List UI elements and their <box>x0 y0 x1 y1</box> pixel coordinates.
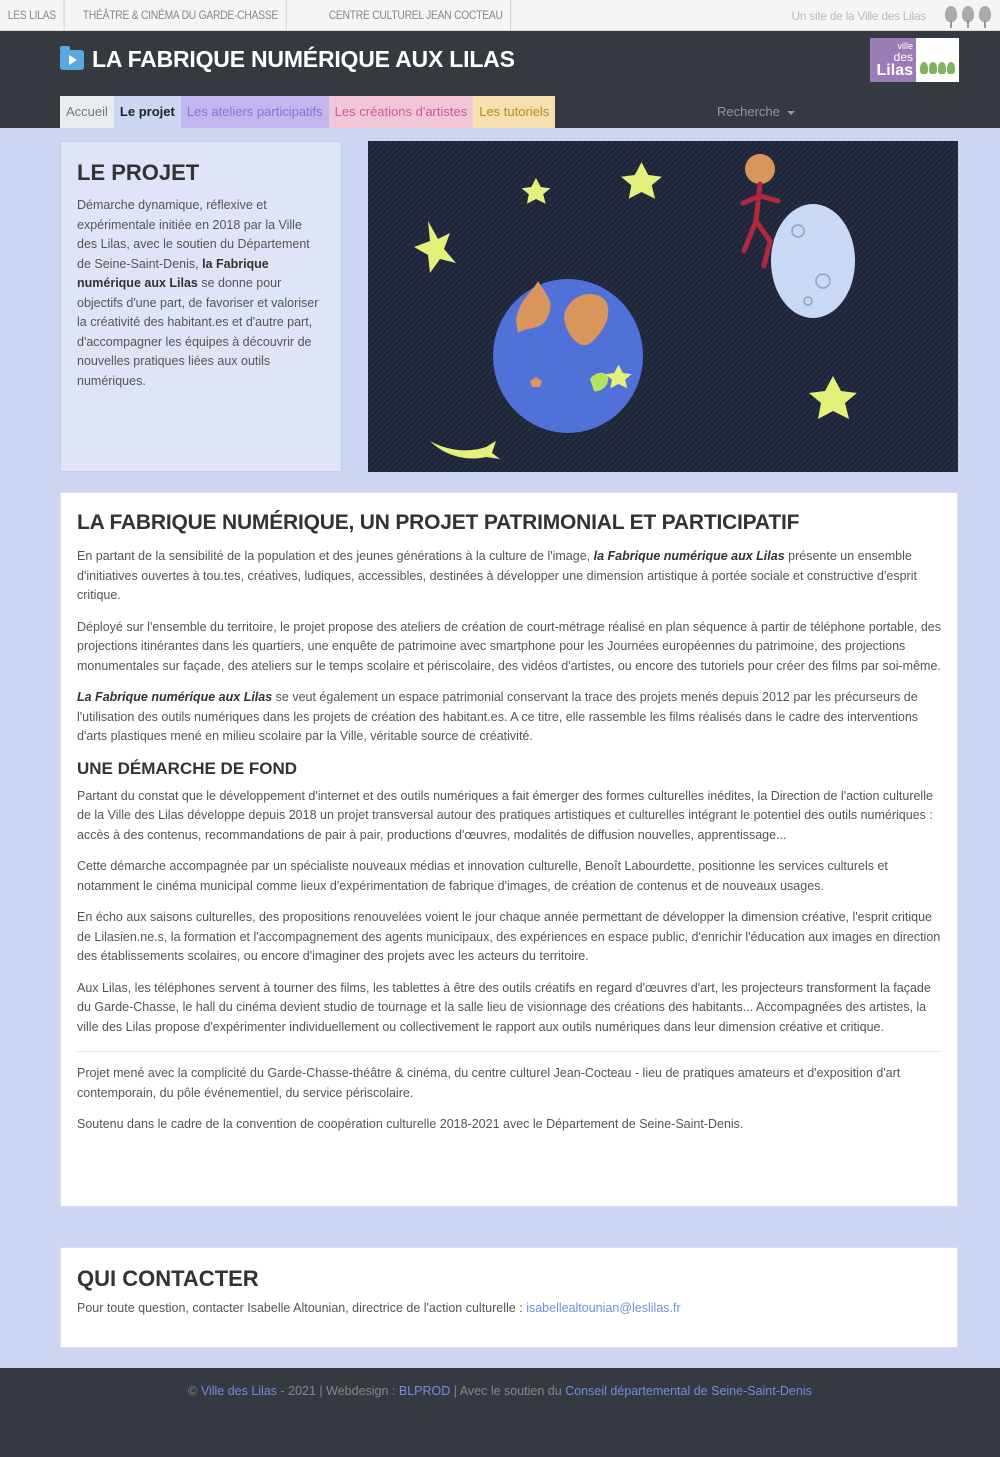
footer-year: - 2021 | Webdesign : <box>277 1384 399 1398</box>
paragraph-6: En écho aux saisons culturelles, des propositions renouvelées voient le jour chaque année permettant de développer la dimension créative, l'esprit critique de Lilasien.ne.s, la formation et l'accompagnement des agents municipaux, des expériences en espace public, d'enrichir l'éducation aux images en direction des établissements scolaires, ou encore d'imaginer des projets avec les acteurs du territoire. <box>77 910 941 963</box>
paragraph-4: Partant du constat que le développement d'internet et des outils numériques a fait émerger des formes culturelles inédites, la Direction de l'action culturelle de la Ville des Lilas développe depuis 2018 un projet transversal autour des pratiques artistiques et culturelles intégrant le potentiel des outils numériques : accès à des contenus, recommandations de pair à pair, productions d'œuvres, modalités de diffusion nouvelles, apprentissage... <box>77 788 933 842</box>
search-dropdown[interactable] <box>717 96 795 128</box>
space-paper-art-illustration <box>368 141 958 472</box>
footer-soutien: | Avec le soutien du <box>450 1384 566 1398</box>
paragraph-partners: Projet mené avec la complicité du Garde-Chasse-théâtre & cinéma, du centre culturel Jean-Cocteau - lieu de pratiques amateurs et d'exposition d'art contemporain, du pôle événementiel, du service périscolaire. <box>77 1066 901 1100</box>
nav-accueil[interactable]: Accueil <box>60 96 114 128</box>
logo-line3: Lilas <box>876 62 913 79</box>
top-bar <box>0 0 1000 31</box>
logo-trees-icon <box>916 38 959 82</box>
link-les-lilas[interactable]: LES LILAS <box>0 0 65 31</box>
project-title: LE PROJET <box>77 160 200 185</box>
subsection-title: UNE DÉMARCHE DE FOND <box>77 758 298 778</box>
contact-email-link[interactable]: isabellealtounian@leslilas.fr <box>526 1301 681 1315</box>
trees-logo-icon[interactable] <box>944 4 992 28</box>
nav-tutoriels[interactable]: Les tutoriels <box>473 96 555 128</box>
paragraph-7: Aux Lilas, les téléphones servent à tourner des films, les tablettes à être des outils créatifs en regard d'œuvres d'art, les projecteurs transforment la façade du Garde-Chasse, le hall du cinéma devient studio de tournage et la salle lieu de visionnage des créations des habitants... Accompagnées des artistes, la ville des Lilas propose d'expérimenter individuellement ou collectivement le rapport aux outils numériques dans leur dimension créative et critique. <box>77 980 931 1034</box>
site-note[interactable]: Un site de la Ville des Lilas <box>791 8 926 23</box>
footer-copyright: © <box>188 1384 201 1398</box>
paragraph-support: Soutenu dans le cadre de la convention de coopération culturelle 2018-2021 avec le Département de Seine-Saint-Denis. <box>77 1117 744 1131</box>
main-content-panel <box>60 492 958 1207</box>
nav-le-projet[interactable]: Le projet <box>114 96 181 128</box>
footer-link-conseil[interactable]: Conseil départemental de Seine-Saint-Denis <box>565 1384 812 1398</box>
ville-des-lilas-logo[interactable] <box>870 38 959 82</box>
p1-emphasis: la Fabrique numérique aux Lilas <box>593 549 785 563</box>
divider <box>77 1051 941 1052</box>
video-folder-icon <box>60 50 84 70</box>
top-bar-right <box>792 0 993 31</box>
site-title[interactable]: LA FABRIQUE NUMÉRIQUE AUX LILAS <box>92 46 515 72</box>
link-theatre-garde-chasse[interactable]: THÉÂTRE & CINÉMA DU GARDE-CHASSE <box>75 0 287 31</box>
chevron-down-icon <box>787 111 795 115</box>
project-description <box>77 196 325 391</box>
project-card <box>60 141 342 472</box>
p1-text-end: présente un ensemble d'initiatives ouvertes à tou.tes, créatives, ludiques, accessibles, destinées à développer une dimension artistique à portée sociale et constructive d'esprit critique. <box>77 549 917 602</box>
project-text-end: se donne pour objectifs d'une part, de favoriser et valoriser la créativité des habitant.es et d'autre part, d'accompagner les équipes à découvrir de nouvelles pratiques liées aux outils numériques. <box>77 276 319 388</box>
p1-text: En partant de la sensibilité de la population et des jeunes générations à la culture de l'image, <box>77 549 594 563</box>
project-text-bold: la Fabrique numérique aux Lilas <box>77 256 269 290</box>
main-title: LA FABRIQUE NUMÉRIQUE, UN PROJET PATRIMONIAL ET PARTICIPATIF <box>77 511 800 534</box>
footer-link-blprod[interactable]: BLPROD <box>398 1384 451 1398</box>
site-header <box>0 31 1000 128</box>
nav-creations[interactable]: Les créations d'artistes <box>329 96 474 128</box>
paragraph-2: Déployé sur l'ensemble du territoire, le projet propose des ateliers de création de court-métrage réalisé en plan séquence à partir de téléphone portable, des projections itinérantes dans les quartiers, une enquête de patrimoine avec smartphone pour les Journées européennes du patrimoine, des projections monumentales sur façade, des ateliers sur le temps scolaire et périscolaire, des vidéos d'artistes, ou encore des tutoriels pour créer des films par soi-même. <box>77 619 942 673</box>
search-label: Recherche <box>717 104 780 119</box>
p3-text: se veut également un espace patrimonial conservant la trace des projets menés depuis 2012 par les précurseurs de l'utilisation des outils numériques dans les projets de création des habitant.es. A ce titre, elle rassemble les films réalisés dans le cadre des interventions d'arts plastiques mené en milieu scolaire par la Ville, véritable source de créativité. <box>77 690 919 743</box>
project-text: Démarche dynamique, réflexive et expérimentale initiée en 2018 par la Ville des Lilas, avec le soutien du Département de Seine-Saint-Denis, <box>77 198 310 271</box>
link-centre-cocteau[interactable]: CENTRE CULTUREL JEAN COCTEAU <box>321 0 511 31</box>
site-footer <box>0 1368 1000 1457</box>
logo-line1: ville <box>897 41 913 51</box>
logo-line2: des <box>893 50 913 64</box>
contact-title: QUI CONTACTER <box>77 1266 259 1291</box>
p3-emphasis: La Fabrique numérique aux Lilas <box>77 690 273 704</box>
brand[interactable] <box>60 46 515 73</box>
main-nav <box>60 96 555 128</box>
nav-ateliers[interactable]: Les ateliers participatifs <box>181 96 329 128</box>
contact-panel <box>60 1247 958 1348</box>
paragraph-3 <box>77 688 941 747</box>
contact-sentence: Pour toute question, contacter Isabelle Altounian, directrice de l'action culturelle : <box>77 1301 527 1315</box>
footer-link-ville[interactable]: Ville des Lilas <box>200 1384 278 1398</box>
contact-text <box>77 1301 941 1315</box>
paragraph-5: Cette démarche accompagnée par un spécialiste nouveaux médias et innovation culturelle, Benoît Labourdette, positionne les services culturels et notamment le cinéma municipal comme lieux d'expérimentation de fabrique d'images, de création de contenus et de nouveaux usages. <box>77 859 888 893</box>
paragraph-1 <box>77 547 941 606</box>
hero-image <box>368 141 958 472</box>
